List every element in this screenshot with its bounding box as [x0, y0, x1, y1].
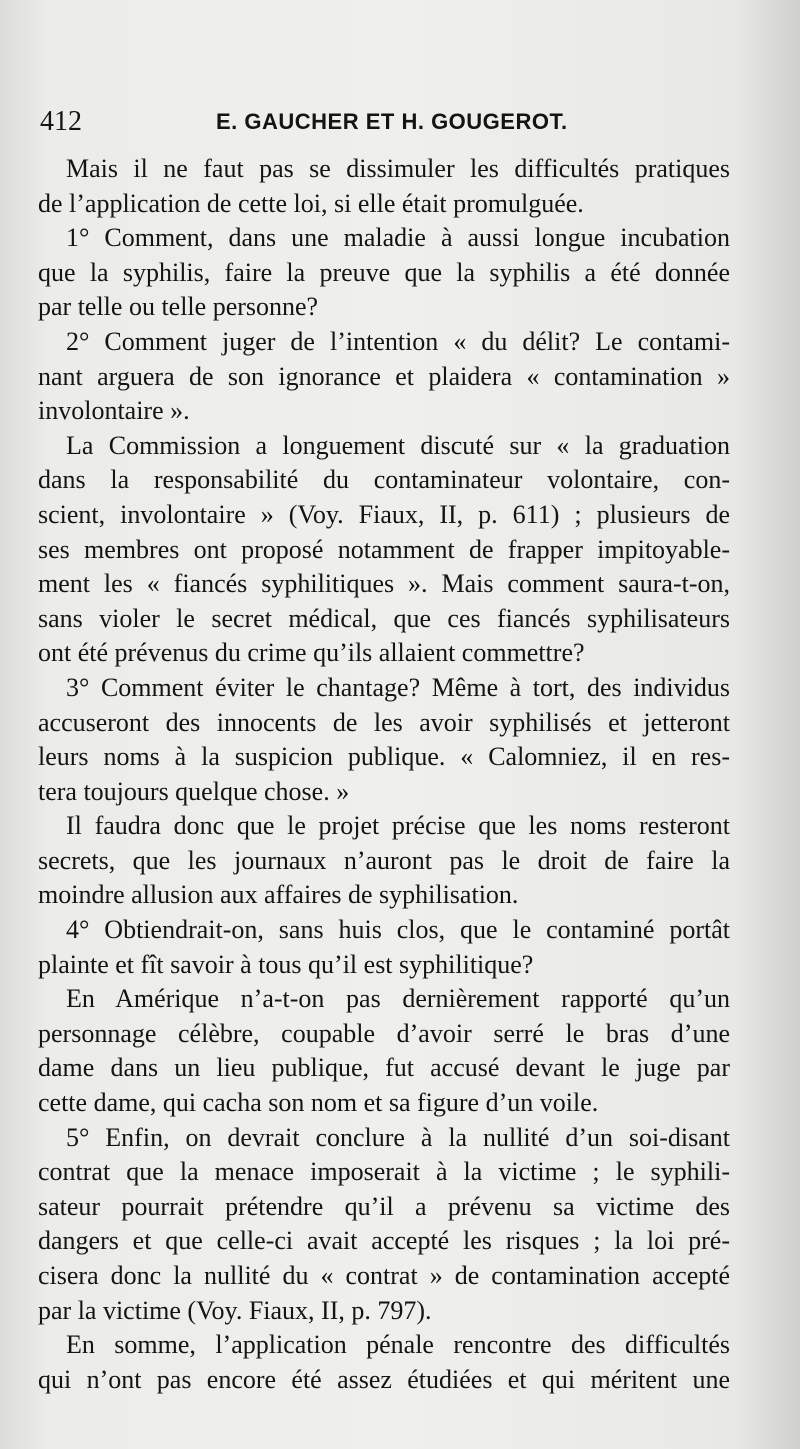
text-line: dame dans un lieu publique, fut accusé devant le juge par [38, 1053, 730, 1083]
text-line: par telle ou telle personne? [38, 292, 319, 322]
text-line: secrets, que les journaux n’auront pas le droit de faire la [38, 845, 730, 875]
text-line: Il faudra donc que le projet précise que les noms resteront [66, 811, 730, 841]
text-line: leurs noms à la suspicion publique. « Calomniez, il en res- [38, 742, 730, 772]
text-line: En Amérique n’a-t-on pas dernièrement rapporté qu’un [66, 984, 730, 1014]
text-line: 4° Obtiendrait-on, sans huis clos, que le contaminé portât [66, 915, 730, 945]
body-text [38, 152, 730, 1397]
text-line: par la victime (Voy. Fiaux, II, p. 797). [38, 1295, 432, 1325]
text-line: dans la responsabilité du contaminateur volontaire, con- [38, 465, 730, 495]
text-line: sans violer le secret médical, que ces fiancés syphilisateurs [38, 603, 730, 633]
text-line: accuseront des innocents de les avoir syphilisés et jetteront [38, 707, 730, 737]
page-header [40, 102, 760, 142]
text-line: ont été prévenus du crime qu’ils allaient commettre? [38, 638, 585, 668]
text-line: Mais il ne faut pas se dissimuler les difficultés pratiques [66, 154, 730, 183]
text-line: 3° Comment éviter le chantage? Même à tort, des individus [66, 672, 730, 702]
page-number: 412 [40, 106, 82, 137]
text-line: personnage célèbre, coupable d’avoir serré le bras d’une [38, 1018, 730, 1048]
text-line: ment les « fiancés syphilitiques ». Mais comment saura-t-on, [38, 569, 730, 599]
text-line: tera toujours quelque chose. » [38, 776, 350, 806]
text-line: ses membres ont proposé notamment de frapper impitoyable- [38, 534, 730, 564]
text-line: contrat que la menace imposerait à la victime ; le syphili- [38, 1157, 730, 1187]
text-line: scient, involontaire » (Voy. Fiaux, II, p. 611) ; plusieurs de [38, 499, 730, 529]
text-line: La Commission a longuement discuté sur « la graduation [66, 430, 730, 460]
text-line: moindre allusion aux affaires de syphilisation. [38, 880, 519, 910]
text-line: involontaire ». [38, 396, 190, 426]
text-line: 5° Enfin, on devrait conclure à la nullité d’un soi-disant [66, 1122, 730, 1152]
text-line: cisera donc la nullité du « contrat » de contamination accepté [38, 1261, 730, 1290]
text-line: 1° Comment, dans une maladie à aussi longue incubation [66, 223, 730, 253]
text-line: dangers et que celle-ci avait accepté les risques ; la loi pré- [38, 1226, 730, 1256]
text-line: qui n’ont pas encore été assez étudiées et qui méritent une [38, 1364, 730, 1394]
text-line: que la syphilis, faire la preuve que la syphilis a été donnée [38, 257, 730, 287]
text-line: nant arguera de son ignorance et plaidera « contamination » [38, 361, 730, 391]
text-line: plainte et fît savoir à tous qu’il est syphilitique? [38, 949, 534, 979]
text-line: cette dame, qui cacha son nom et sa figure d’un voile. [38, 1088, 599, 1118]
running-head: E. GAUCHER ET H. GOUGEROT. [216, 109, 568, 134]
text-line: En somme, l’application pénale rencontre des difficultés [66, 1330, 730, 1360]
text-line: de l’application de cette loi, si elle était promulguée. [38, 188, 584, 218]
text-line: 2° Comment juger de l’intention « du délit? Le contami- [66, 326, 730, 356]
text-line: sateur pourrait prétendre qu’il a prévenu sa victime des [38, 1191, 730, 1221]
